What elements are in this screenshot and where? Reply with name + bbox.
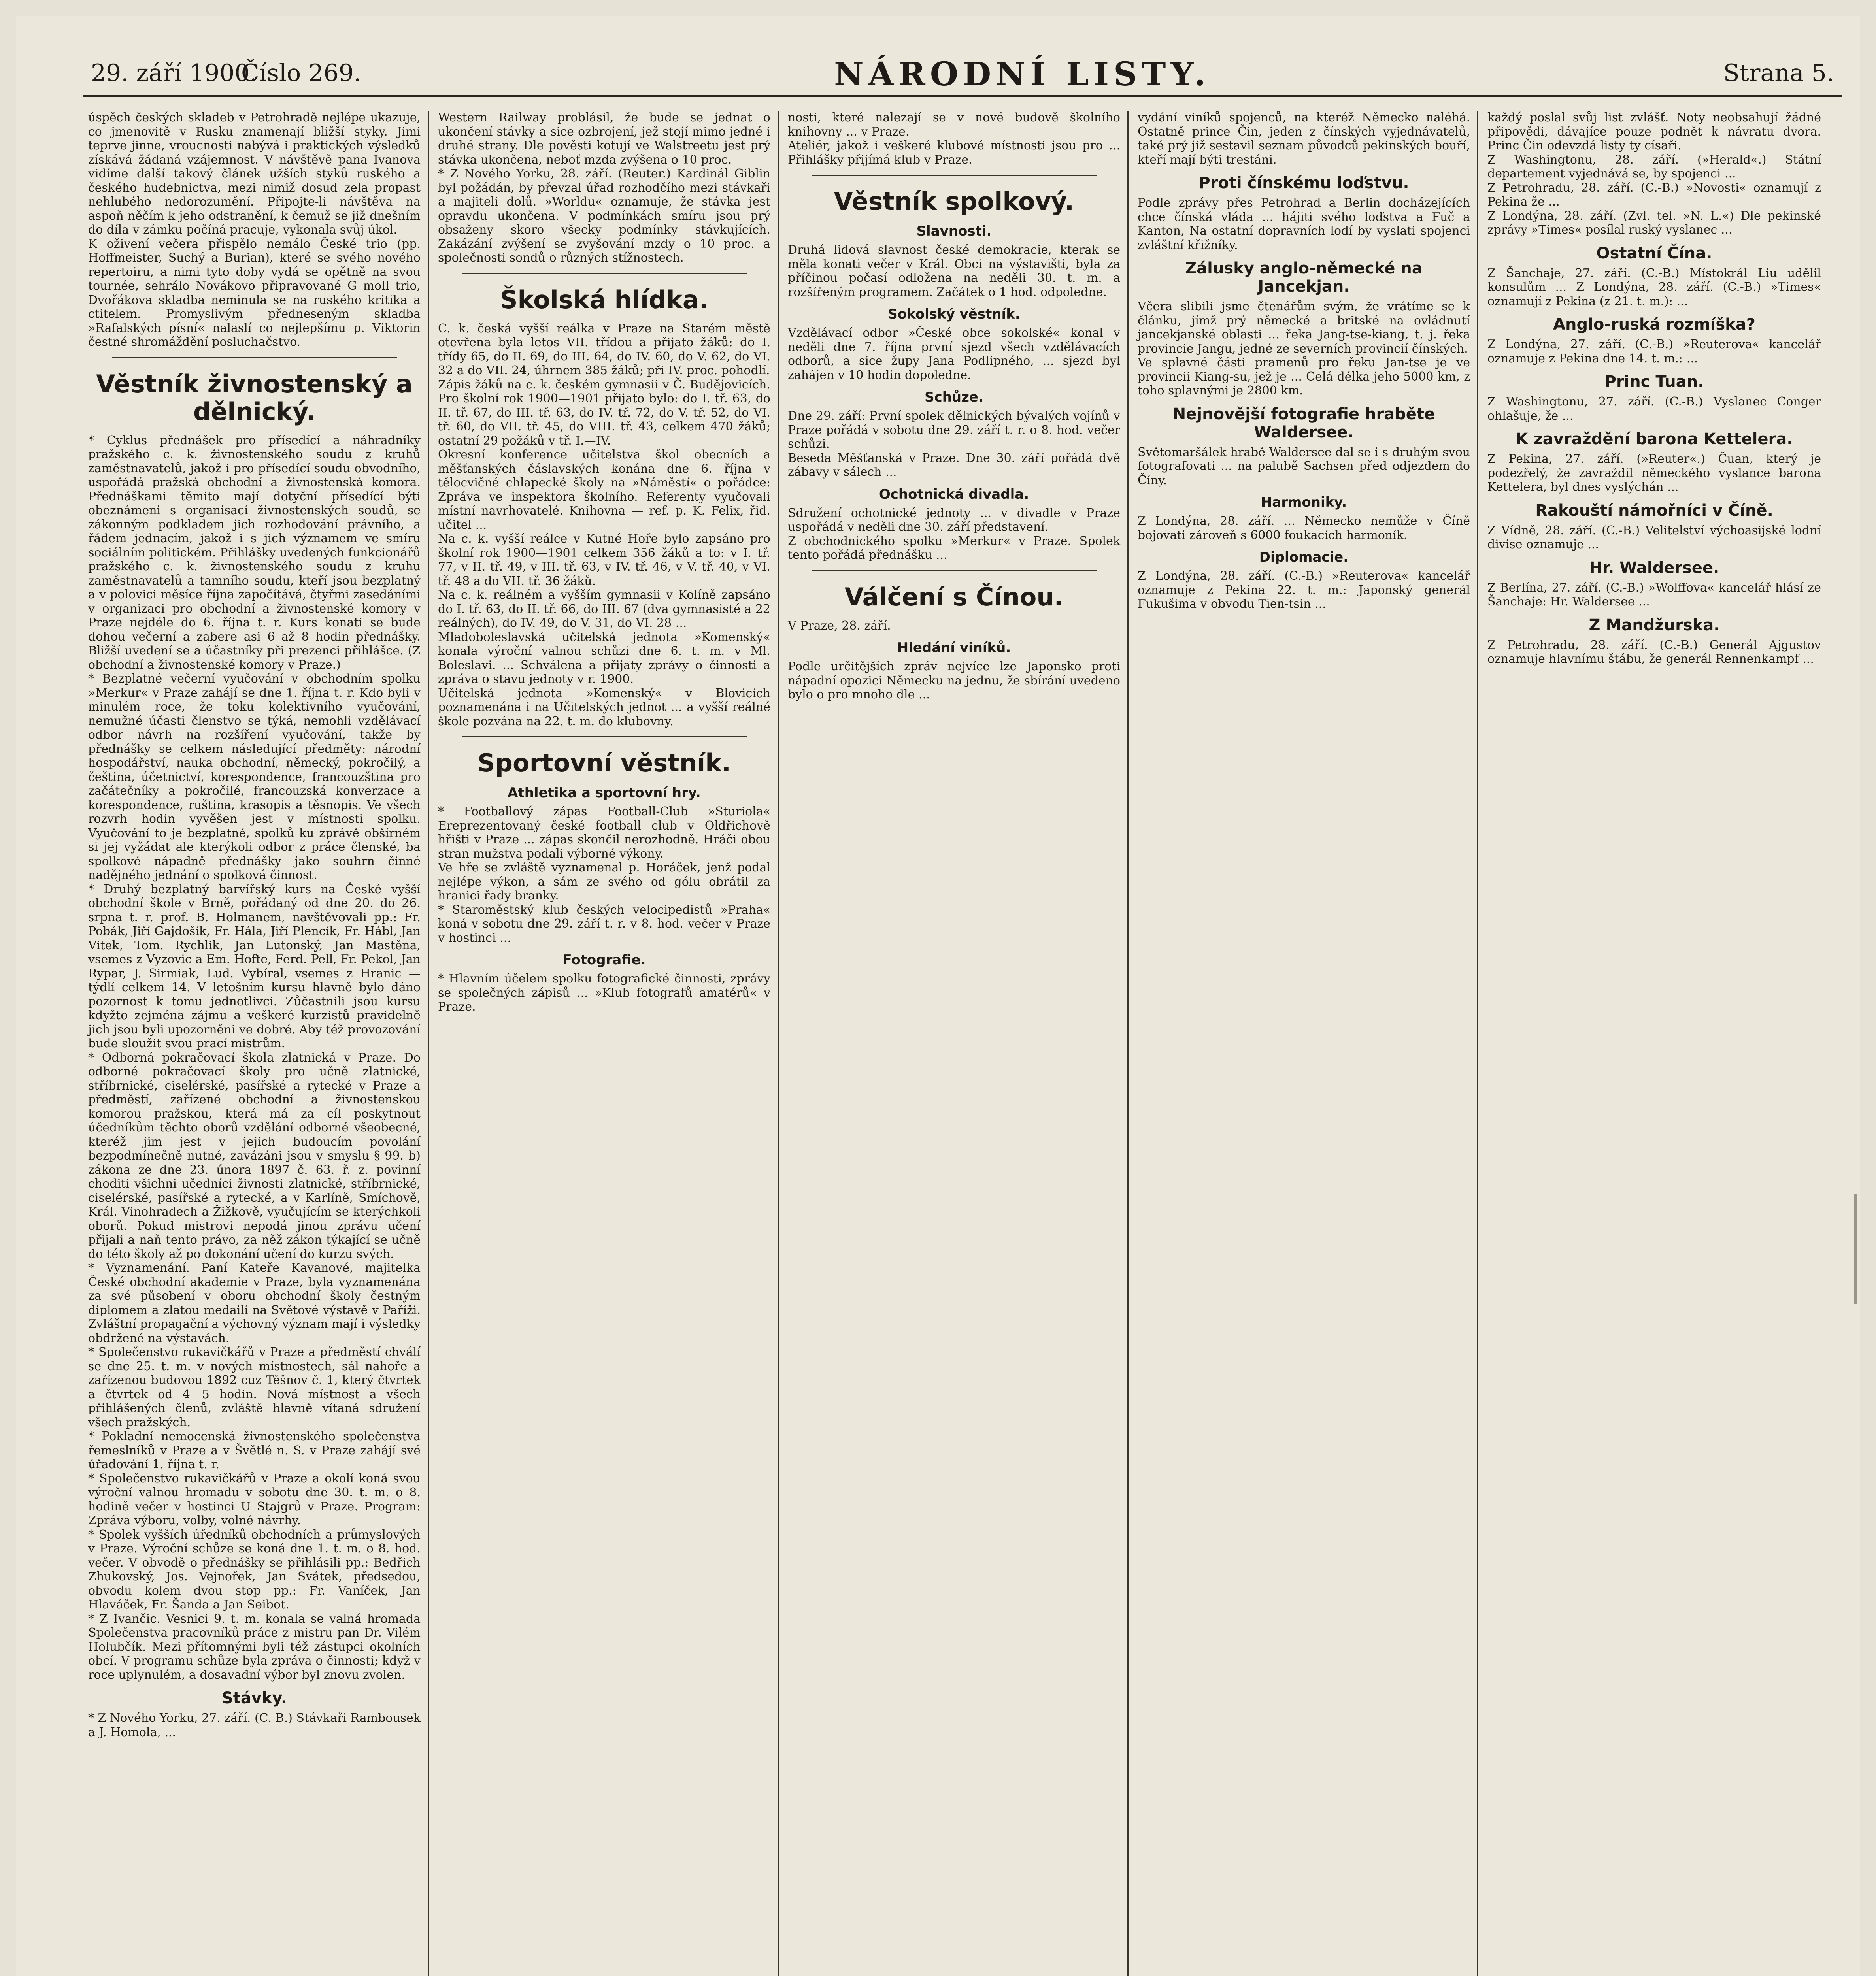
article-paragraph: * Spolek vyšších úředníků obchodních a průmyslových v Praze. Výroční schůze se koná dne 1. t. m. o 8. hod. večer. V obvodě o přednášky se přihlásili pp.: Bedřich Zhukovský, Jos. Vejnořek, Jan Svátek, předsedou, obvodu kolem dvou stop pp.: Fr. Vaníček, Jan Hlaváček, Fr. Šanda a Jan Seibot. — [88, 1527, 421, 1612]
section-heading: Schůze. — [925, 389, 983, 405]
section-heading: Hr. Waldersee. — [1589, 558, 1719, 577]
issue-date: 29. září 1900. — [91, 59, 257, 87]
article-paragraph: * Vyznamenání. Paní Kateře Kavanové, majitelka České obchodní akademie v Praze, byla vyznamenána za své působení v oboru obchodní školy čestným diplomem a zlatou medailí na Světové výstavě v Paříži. Zvláštní propagační a výchovný význam mají i výsledky obdržené na výstavách. — [88, 1261, 421, 1345]
article-paragraph: * Odborná pokračovací škola zlatnická v Praze. Do odborné pokračovací školy pro učně zlatnické, stříbrnické, ciselérské, pasířské a rytecké v Praze a předměstí, zařízené obchodní a živnostenskou komorou pražskou, která má za cíl poskytnout účedníkům těchto oborů vzdělání odborné všeobecné, kteréž jim jest v jejich budoucím povolání bezpodmínečně nutné, zavázáni jsou v smyslu § 99. b) zákona ze dne 23. února 1897 č. 63. ř. z. povinní choditi všichni učedníci živnosti zlatnické, stříbrnické, ciselérské, pasířské a rytecké, a v Karlíně, Smíchově, Král. Vinohradech a Žižkově, vyučujícím se kterýchkoli oborů. Pokud mistrovi nepodá jinou zprávu učení přijali a naň tento právo, za něž zákon týkající se učně do této školy až po dokonání učení do kurzu svých. — [88, 1050, 421, 1261]
newspaper-title: NÁRODNÍ LISTY. — [834, 55, 1210, 93]
article-paragraph: Z Šanchaje, 27. září. (C.-B.) Místokrál Liu udělil konsulům ... Z Londýna, 28. září. (C.-B.) »Times« oznamují z Pekina (z 21. t. m.): ... — [1487, 266, 1821, 308]
article-paragraph: Z Vídně, 28. září. (C.-B.) Velitelství výchoasijské lodní divise oznamuje ... — [1487, 523, 1821, 551]
article-paragraph: Z Londýna, 28. září. (Zvl. tel. »N. L.«) Dle pekinské zprávy »Times« posílal ruský vyslanec ... — [1487, 209, 1821, 237]
section-heading: Sokolský věstník. — [888, 306, 1020, 322]
article-paragraph: * Společenstvo rukavičkářů v Praze a okolí koná svou výroční valnou hromadu v sobotu dne 30. t. m. o 8. hodině večer v hostinci U Stajgrů v Praze. Program: Zpráva výboru, volby, volné návrhy. — [88, 1471, 421, 1527]
article-paragraph: Včera slibili jsme čtenářům svým, že vrátíme se k článku, jímž prý německé a britské na ovládnutí jancekjanské oblasti ... řeka Jang-tse-kiang, t. j. řeka provincie Jangu, jedné ze severních provincií čínských. — [1138, 300, 1470, 356]
section-heading: Slavnosti. — [916, 223, 992, 239]
article-paragraph: Z Londýna, 28. září. ... Německo nemůže v Číně bojovati zároveň s 6000 foukacích harmoník. — [1138, 514, 1470, 542]
section-heading: Z Mandžurska. — [1589, 616, 1720, 634]
article-paragraph: Western Railway problásil, že bude se jednat o ukončení stávky a sice ozbrojení, jež stojí mimo jedné i druhé strany. Dle pověsti kotují ve Walstreetu jest prý stávka ukončena, neboť mzda zvýšena o 10 proc. — [438, 111, 770, 167]
article-paragraph: * Z Nového Yorku, 27. září. (C. B.) Stávkaři Rambousek a J. Homola, ... — [88, 1711, 421, 1739]
section-heading: Hledání viníků. — [897, 640, 1011, 656]
column-2 — [435, 111, 779, 1976]
article-paragraph: každý poslal svůj list zvlášť. Noty neobsahují žádné připovědi, dávajíce pouze podnět k návratu dvora. Princ Čin odevzdá listy ty císaři. — [1487, 111, 1821, 153]
article-paragraph: úspěch českých skladeb v Petrohradě nejlépe ukazuje, co jmenovitě v Rusku znamenají bližší styky. Jimi teprve jinne, vroucnosti nabývá i praktických výsledků získává žádaná vzájemnost. V návštěvě pana Ivanova vidíme další takový článek užších styků ruského a českého hudebnictva, mezi nimiž dosud zela propast nehlubého nedorozumění. Připojte-li návštěva na aspoň něčím k jeho odstranění, k čemuž se již dnešním do díla v zámku počíná pracuje, vykonala svůj úkol. — [88, 111, 421, 237]
section-heading: Rakouští námořníci v Číně. — [1535, 501, 1773, 520]
section-heading: Stávky. — [221, 1689, 287, 1707]
article-paragraph: vydání viníků spojenců, na kteréž Německo naléhá. Ostatně prince Čin, jeden z čínských vyjednávatelů, také prý již sestavil seznam původců pekinských bouří, kteří mají býti trestáni. — [1138, 111, 1470, 167]
section-heading: Ochotnická divadla. — [879, 486, 1029, 502]
article-paragraph: Zápis žáků na c. k. českém gymnasii v Č. Budějovicích. Pro školní rok 1900—1901 přijato bylo: do I. tř. 63, do II. tř. 67, do III. tř. 63, do IV. tř. 72, do V. tř. 52, do VI. tř. 60, do VII. tř. 45, do VIII. tř. 43, celkem 470 žáků; ostatní 29 požáků v tř. I.—IV. — [438, 377, 770, 448]
section-heading: Princ Tuan. — [1604, 373, 1704, 391]
article-paragraph: Ve hře se zvláště vyznamenal p. Horáček, jenž podal nejlépe výkon, a sám ze svého od gólu obrátil za hranici řady branky. — [438, 861, 770, 903]
article-paragraph: Ateliér, jakož i veškeré klubové místnosti jsou pro ... Přihlášky přijímá klub v Praze. — [788, 139, 1120, 167]
section-heading: Nejnovější fotografie hraběte Waldersee. — [1172, 405, 1435, 441]
article-paragraph: * Hlavním účelem spolku fotografické činnosti, zprávy se společných zápisů ... »Klub fotografů amatérů« v Praze. — [438, 972, 770, 1014]
column-4 — [1134, 111, 1478, 1976]
page-edge-mark — [1854, 1194, 1857, 1304]
section-heading: Harmoniky. — [1261, 494, 1347, 510]
article-paragraph: Z Londýna, 27. září. (C.-B.) »Reuterova« kancelář oznamuje z Pekina dne 14. t. m.: ... — [1487, 338, 1821, 366]
article-paragraph: Okresní konference učitelstva škol obecních a měšťanských čáslavských konána dne 6. října v tělocvičné chlapecké školy na »Náměstí« o pořádce: Zpráva ve inspektora školního. Referenty vyučovali místní navrhovatelé. Knihovna — ref. p. K. Felix, řid. učitel ... — [438, 448, 770, 532]
article-paragraph: Z obchodnického spolku »Merkur« v Praze. Spolek tento pořádá přednášku ... — [788, 534, 1120, 562]
article-paragraph: Ve splavné části pramenů pro řeku Jan-tse je ve provincii Kiang-su, jež je ... Celá délka jeho 5000 km, z toho splavnými je 2800 km. — [1138, 356, 1470, 398]
section-rule — [462, 273, 747, 274]
article-paragraph: Na c. k. reálném a vyšším gymnasii v Kolíně zapsáno do I. tř. 63, do II. tř. 66, do III. 67 (dva gymnasisté a 22 reálných), do IV. 49, do V. 31, do VI. 28 ... — [438, 588, 770, 630]
section-heading: K zavraždění barona Kettelera. — [1516, 430, 1793, 448]
article-paragraph: Na c. k. vyšší reálce v Kutné Hoře bylo zapsáno pro školní rok 1900—1901 celkem 356 žáků a to: v I. tř. 77, v II. tř. 49, v III. tř. 63, v IV. tř. 46, v V. tř. 40, v VI. tř. 48 a do VII. tř. 36 žáků. — [438, 532, 770, 588]
article-paragraph: * Bezplatné večerní vyučování v obchodním spolku »Merkur« v Praze zahájí se dne 1. října t. r. Kdo byli v minulém roce, že toku kolektivního vyučování, nemužné účasti členstvo se týká, nemohli vzdělávací odbor návrh na rozšíření vyučování, takže by přednášky se celkem následující předměty: národní hospodářství, nauka obchodní, německý, pokročilý, a čeština, účetnictví, korespondence, francouzština pro začátečníky a pokročilé, francouzská konverzace a korespondence, ruština, krasopis a těsnopis. Ve všech rozvrh hodin vyvěšen jest v místnosti spolku. Vyučování to je bezplatné, spolků ku zprávě obšírném si jej vyžádat ale kterýkoli odbor z práce členské, ba spolkové nápadně přednášky jako souhrn činné nadějného jednání o spolková činnost. — [88, 672, 421, 882]
article-paragraph: Učitelská jednota »Komenský« v Blovicích poznamenána i na Učitelských jednot ... a vyšší reálné škole pozvána na 22. t. m. do klubovny. — [438, 686, 770, 728]
section-rule — [462, 736, 747, 737]
article-paragraph: nosti, které nalezají se v nové budově školního knihovny ... v Praze. — [788, 111, 1120, 139]
article-paragraph: V Praze, 28. září. — [788, 618, 891, 633]
article-paragraph: K oživení večera přispělo nemálo České trio (pp. Hoffmeister, Suchý a Burian), které se svého nového repertoiru, a nimi tyto doby vydá se opětně na svou tournée, sehrálo Novákovo připravované G moll trio, Dvořákova skladba neminula se na ruského kritika a ctitelem. Promyslivým předneseným skladba »Rafalských písní« nalaslí co nejlepšímu p. Viktorin čestné shromáždění posluchačstvo. — [88, 237, 421, 349]
article-paragraph: Z Washingtonu, 28. září. (»Herald«.) Státní departement vyjednává se, by spojenci ... — [1487, 153, 1821, 181]
article-paragraph: Z Washingtonu, 27. září. (C.-B.) Vyslanec Conger ohlašuje, že ... — [1487, 395, 1821, 423]
section-heading: Sportovní věstník. — [477, 749, 731, 777]
article-paragraph: Podle zprávy přes Petrohrad a Berlin docházejících chce čínská vláda ... hájiti svého loďstva a Fuč a Kanton, Na ostatní dopravních lodí by vyslati spojenci zvláštní křižníky. — [1138, 196, 1470, 252]
article-paragraph: Dne 29. září: První spolek dělnických bývalých vojínů v Praze pořádá v sobotu dne 29. září t. r. o 8. hod. večer schůzi. — [788, 409, 1120, 451]
section-heading: Athletika a sportovní hry. — [508, 785, 701, 801]
column-1 — [85, 111, 429, 1976]
article-paragraph: Beseda Měšťanská v Praze. Dne 30. září pořádá dvě zábavy v sálech ... — [788, 451, 1120, 479]
article-paragraph: Mladoboleslavská učitelská jednota »Komenský« konala výroční valnou schůzi dne 6. t. m. v Ml. Boleslavi. ... Schválena a přijaty zprávy o činnosti a zpráva o stavu jednoty v r. 1900. — [438, 630, 770, 686]
section-heading: Školská hlídka. — [500, 285, 709, 314]
section-rule — [812, 570, 1097, 571]
section-heading: Proti čínskému loďstvu. — [1198, 174, 1409, 192]
article-paragraph: * Společenstvo rukavičkářů v Praze a předměstí chválí se dne 25. t. m. v nových místnostech, sál nahoře a zařízenou budovou 1892 cuz Těšnov č. 1, který čtvrtek a čtvrtek od 4—5 hodin. Nová místnost a všech přihlášených členů, zvláště hlavně vítaná sdružení všech pražských. — [88, 1345, 421, 1429]
article-paragraph: Vzdělávací odbor »České obce sokolské« konal v neděli dne 7. října první sjezd všech vzdělávacích odborů, a sice župy Jana Podlipného, ... sjezd byl zahájen v 10 hodin dopoledne. — [788, 326, 1120, 382]
article-paragraph: * Z Nového Yorku, 28. září. (Reuter.) Kardinál Giblin byl požádán, by převzal úřad rozhodčího mezi stávkaři a majiteli dolů. »Worldu« oznamuje, že stávka jest opravdu ukončena. V podmínkách smíru jsou prý obsaženy skoro všecky podmínky stávkujících. Zakázání zvýšení se zvyšování mzdy o 10 proc. a společnosti sondů o různých stížnostech. — [438, 167, 770, 265]
article-paragraph: Z Pekina, 27. září. (»Reuter«.) Čuan, který je podezřelý, že zavraždil německého vyslance barona Kettelera, byl dnes vyslýchán ... — [1487, 452, 1821, 494]
section-heading: Anglo-ruská rozmíška? — [1553, 315, 1755, 334]
section-heading: Ostatní Čína. — [1596, 244, 1712, 262]
article-paragraph: Světomaršálek hrabě Waldersee dal se i s druhým svou fotografovati ... na palubě Sachsen před odjezdem do Číny. — [1138, 445, 1470, 487]
article-paragraph: Z Londýna, 28. září. (C.-B.) »Reuterova« kancelář oznamuje z Pekina 22. t. m.: Japonský generál Fukušima v obvodu Tien-tsin ... — [1138, 569, 1470, 611]
article-paragraph: Podle určitějších zpráv nejvíce lze Japonsko proti nápadní opozici Německu na jednu, že sbírání uvedeno bylo o pro mnoho dle ... — [788, 660, 1120, 701]
section-heading: Diplomacie. — [1259, 549, 1349, 565]
column-3 — [785, 111, 1129, 1976]
section-heading: Věstník spolkový. — [834, 187, 1074, 216]
article-paragraph: * Pokladní nemocenská živnostenského společenstva řemeslníků v Praze a v Švětlé n. S. v Praze zahájí své úřadování 1. října t. r. — [88, 1429, 421, 1471]
masthead — [83, 51, 1842, 97]
article-paragraph: * Footballový zápas Football-Club »Sturiola« Ereprezentovaný české football club v Oldřichově hřišti v Praze ... zápas skončil nerozhodně. Hráči obou stran mužstva podali výborné výkony. — [438, 805, 770, 861]
section-heading: Věstník živnostenský a dělnický. — [96, 369, 413, 426]
article-paragraph: Z Berlína, 27. září. (C.-B.) »Wolffova« kancelář hlásí ze Šanchaje: Hr. Waldersee ... — [1487, 581, 1821, 609]
column-5 — [1484, 111, 1828, 1976]
article-paragraph: * Staroměstský klub českých velocipedistů »Praha« koná v sobotu dne 29. září t. r. v 8. hod. večer v Praze v hostinci ... — [438, 903, 770, 945]
article-paragraph: C. k. česká vyšší reálka v Praze na Starém městě otevřena byla letos VII. třídou a přijato žáků: do I. třídy 65, do II. 69, do III. 64, do IV. 60, do V. 62, do VI. 32 a do VII. 24, úhrnem 385 žáků; při IV. proc. pohodlí. — [438, 321, 770, 377]
article-paragraph: Z Petrohradu, 28. září. (C.-B.) »Novosti« oznamují z Pekina že ... — [1487, 181, 1821, 209]
article-paragraph: Z Petrohradu, 28. září. (C.-B.) Generál Ajgustov oznamuje hlavnímu štábu, že generál Rennenkampf ... — [1487, 638, 1821, 666]
section-rule — [112, 357, 397, 358]
article-paragraph: Sdružení ochotnické jednoty ... v divadle v Praze uspořádá v neděli dne 30. září představení. — [788, 506, 1120, 534]
section-rule — [812, 175, 1097, 176]
section-heading: Válčení s Čínou. — [844, 582, 1064, 611]
section-heading: Zálusky anglo-německé na Jancekjan. — [1185, 259, 1423, 296]
article-paragraph: * Druhý bezplatný barvířský kurs na České vyšší obchodní škole v Brně, pořádaný od dne 20. do 26. srpna t. r. prof. B. Holmanem, navštěvovali pp.: Fr. Pobák, Jiří Gajdošík, Fr. Hála, Jiří Plencík, Fr. Hábl, Jan Vitek, Tom. Rychlik, Jan Lutonský, Jan Mastěna, vsemes z Vyzovic a Em. Hofte, Ferd. Pell, Fr. Pekol, Jan Rypar, J. Sirmiak, Lud. Vybíral, vsemes z Hranic — týdlí celkem 14. V letošním kursu hlavně bylo dáno pozornost k tomu jednotlivci. Zůčastnili jsou kursu kdyžto zejména zájmu a veškeré kurzistů pravidelně jich jsou byli upozorněni ve dobré. Aby též provozování bude sloužit svou prací mistrům. — [88, 882, 421, 1050]
article-paragraph: * Cyklus přednášek pro přísedící a náhradníky pražského c. k. živnostenského soudu z kruhů zaměstnavatelů, jakož i pro přísedící soudu obvodního, uspořádá pražská obchodní a živnostenská komora. Přednáškami těmito mají dotyční přísedící býti obeznámeni s organisací živnostenských soudů, se zákonným podkladem jich rozhodování právního, a řádem jednacím, jakož i s jich významem ve smíru sociálním politickém. Přihlášky uvedených funkcionářů pražského c. k. živnostenského soudu z kruhu zaměstnavatelů a tamního soudu, kteří jsou bezplatný a v polovici měsíce října započítává, čtyřmi zasedáními v organizaci pro obchodní a živnostenské komory v Praze nejdéle do 6. října t. r. Kurs konati se bude dohou večerní a zabere asi 6 až 8 hodin přednášky. Bližší uvedení se a účastníky při prezenci přihlášce. (Z obchodní a živnostenské komory v Praze.) — [88, 433, 421, 672]
page-number: Strana 5. — [1723, 59, 1834, 87]
issue-number: Číslo 269. — [241, 59, 361, 87]
article-paragraph: Druhá lidová slavnost české demokracie, kterak se měla konati večer v Král. Obci na výstavišti, byla za příčinou počasí odložena na neděli 30. t. m. a rozšířeným programem. Začátek o 1 hod. odpoledne. — [788, 243, 1120, 299]
section-heading: Fotografie. — [562, 952, 646, 968]
article-paragraph: * Z Ivančic. Vesnici 9. t. m. konala se valná hromada Společenstva pracovníků práce z mistru pan Dr. Vilém Holubčík. Mezi přítomnými byli též zástupci okolních obcí. V programu schůze byla zpráva o činnosti; když v roce uplynulém, a dosavadní výbor byl znovu zvolen. — [88, 1612, 421, 1682]
